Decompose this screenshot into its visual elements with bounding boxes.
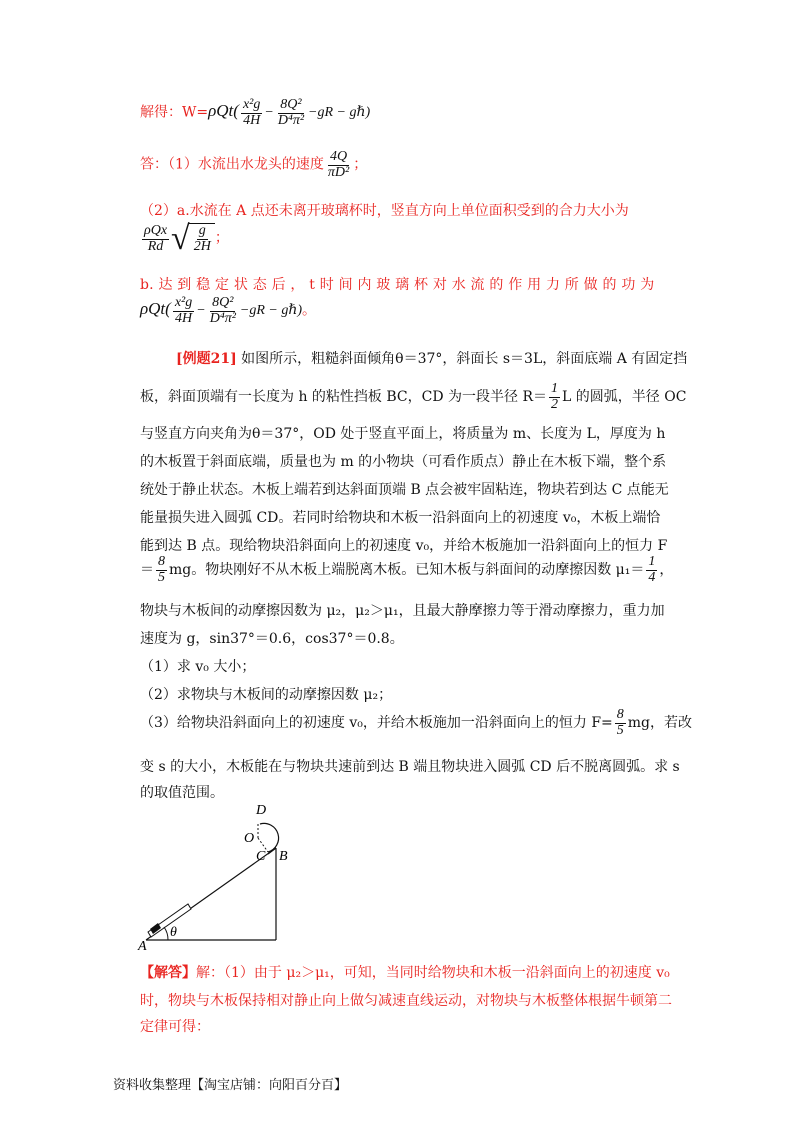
label-d: D — [256, 803, 267, 818]
answer-2a-text: （2）a.水流在 A 点还未离开玻璃杯时，竖直方向上单位面积受到的合力大小为 — [140, 203, 629, 219]
label-b: B — [279, 849, 288, 864]
incline-figure — [136, 798, 306, 958]
fraction: $\frac{4Q}{\text{πD²}}$ — [327, 149, 350, 180]
answer-2a-formula: $\frac{\text{ρQx}}{Rd}$ √ $\frac{g}{2H}$ ； — [144, 220, 229, 257]
question-3-end: 的取值范围。 — [140, 785, 224, 801]
angle-arc — [164, 927, 168, 940]
answer-2b-formula: ρQt( $\frac{\text{x²g}}{4H}$ − $\frac{\text{8Q²}}{\text{D⁴π²}}$ −gR − gℏ)。 — [140, 295, 317, 326]
example-tag: [例题21] — [176, 351, 237, 367]
answer-1: 答：（1）水流出水龙头的速度 $\frac{4Q}{\text{πD²}}$ ； — [140, 149, 368, 180]
question-2: （2）求物块与木板间的动摩擦因数 μ₂； — [140, 687, 393, 703]
example-line-1: [例题21] 如图所示，粗糙斜面倾角θ＝37°，斜面长 s＝3L，斜面底端 A 有固定挡 — [176, 351, 688, 367]
fraction: $\frac{\text{x²g}}{4H}$ — [242, 97, 261, 128]
label-o: O — [244, 831, 255, 846]
question-3: （3）给物块沿斜面向上的初速度 v₀，并给木板施加一沿斜面向上的恒力 F= $\frac{8}{5}$ mg，若改 — [140, 707, 693, 738]
example-line-4: 的木板置于斜面底端，质量也为 m 的小物块（可看作质点）静止在木板下端，整个系 — [140, 454, 667, 470]
solution-w: 解得：W=ρQt( $\frac{\text{x²g}}{4H}$ − $\frac{\text{8Q²}}{\text{D⁴π²}}$ −gR − gℏ) — [140, 97, 371, 128]
example-line-9: 物块与木板间的动摩擦因数为 μ₂，μ₂＞μ₁，且最大静摩擦力等于滑动摩擦力，重力加 — [140, 603, 665, 619]
answer-2b-text: b. 达 到 稳 定 状 态 后 ， t 时 间 内 玻 璃 杯 对 水 流 的 作 用 力 所 做 的 功 为 — [140, 277, 655, 293]
sqrt: √ $\frac{g}{2H}$ — [171, 222, 215, 256]
example-line-6: 能量损失进入圆弧 CD。若同时给物块和木板一沿斜面向上的初速度 v₀，木板上端恰 — [140, 510, 661, 526]
example-line-3: 与竖直方向夹角为θ＝37°，OD 处于竖直平面上，将质量为 m、长度为 L，厚度为 h — [140, 426, 666, 442]
example-line-2: 板，斜面顶端有一长度为 h 的粘性挡板 BC，CD 为一段半径 R＝ $\frac{1}{2}$ L 的圆弧，半径 OC — [140, 381, 687, 412]
example-line-5: 统处于静止状态。木板上端若到达斜面顶端 B 点会被牢固粘连，物块若到达 C 点能无 — [140, 482, 669, 498]
fraction: $\frac{\text{8Q²}}{\text{D⁴π²}}$ — [209, 295, 236, 326]
fraction: $\frac{\text{8Q²}}{\text{D⁴π²}}$ — [277, 97, 305, 128]
answer-line-2: 时，物块与木板保持相对静止向上做匀减速直线运动，对物块与木板整体根据牛顿第二 — [140, 993, 672, 1009]
question-3-cont: 变 s 的大小，木板能在与物块共速前到达 B 端且物块进入圆弧 CD 后不脱离圆弧。求 s — [140, 759, 680, 775]
answer-line-1: 【解答】解：（1）由于 μ₂＞μ₁，可知，当同时给物块和木板一沿斜面向上的初速度 v₀ — [140, 965, 670, 981]
solution-w-formula: ρQt( $\frac{\text{x²g}}{4H}$ − $\frac{\text{8Q²}}{\text{D⁴π²}}$ −gR − gℏ) — [208, 97, 371, 128]
answer-line-3: 定律可得： — [140, 1019, 210, 1035]
label-theta: θ — [170, 925, 177, 940]
question-1: （1）求 v₀ 大小； — [140, 659, 256, 675]
fraction: $\frac{\text{ρQx}}{Rd}$ — [144, 222, 168, 254]
fraction: $\frac{\text{x²g}}{4H}$ — [174, 295, 193, 326]
label-a: A — [138, 939, 147, 954]
example-line-8: ＝ $\frac{8}{5}$ mg。物块刚好不从木板上端脱离木板。已知木板与斜面间的动摩擦因数 μ₁＝ $\frac{1}{4}$ ， — [140, 554, 674, 585]
example-line-10: 速度为 g，sin37°＝0.6，cos37°＝0.8。 — [140, 631, 404, 647]
label-c: C — [256, 849, 266, 864]
footer-source: 资料收集整理【淘宝店铺：向阳百分百】 — [113, 1078, 348, 1093]
example-line-7: 能到达 B 点。现给物块沿斜面向上的初速度 v₀，并给木板施加一沿斜面向上的恒力 F — [140, 538, 668, 554]
